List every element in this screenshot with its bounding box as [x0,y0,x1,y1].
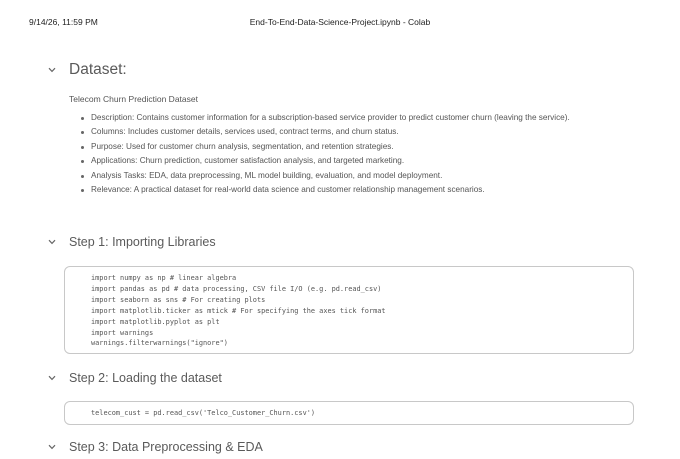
list-item: Analysis Tasks: EDA, data preprocessing, ML model building, evaluation, and model deployment. [69,169,614,183]
chevron-down-icon[interactable] [44,235,60,249]
list-item: Applications: Churn prediction, customer satisfaction analysis, and targeted marketing. [69,154,614,168]
chevron-down-icon[interactable] [44,371,60,385]
chevron-down-icon[interactable] [44,440,60,454]
print-datetime: 9/14/26, 11:59 PM [29,17,98,27]
section-dataset-title: Dataset: [69,61,127,78]
list-item: Columns: Includes customer details, services used, contract terms, and churn status. [69,125,614,139]
code-cell-import-libraries[interactable] [64,266,634,354]
list-item: Description: Contains customer information for a subscription-based service provider to predict customer churn (leaving the service). [69,111,614,125]
code-cell-load-dataset[interactable] [64,401,634,425]
section-step3-header[interactable] [44,440,263,454]
print-header [0,17,680,31]
dataset-bullet-list [69,111,614,197]
code-editor-text[interactable]: telecom_cust = pd.read_csv('Telco_Customer_Churn.csv') [91,409,316,417]
section-dataset-header[interactable] [44,61,127,79]
section-step1-title: Step 1: Importing Libraries [69,235,216,249]
section-step2-title: Step 2: Loading the dataset [69,371,222,385]
dataset-subtitle: Telecom Churn Prediction Dataset [69,94,198,104]
print-page-title: End-To-End-Data-Science-Project.ipynb - Colab [249,17,431,27]
section-step2-header[interactable] [44,371,222,385]
list-item: Purpose: Used for customer churn analysis, segmentation, and retention strategies. [69,140,614,154]
section-step3-title: Step 3: Data Preprocessing & EDA [69,440,263,454]
chevron-down-icon[interactable] [44,63,60,77]
code-editor-text[interactable]: import numpy as np # linear algebra import pandas as pd # data processing, CSV file I/O (e.g. pd.read_csv) import seaborn as sns # For creating plots import matplotlib.ticker as mtick # For specifying the axes tick format import matplotlib.pyplot as plt import warnings warnings.filterwarnings("ignore") [91,274,386,348]
section-step1-header[interactable] [44,235,216,249]
list-item: Relevance: A practical dataset for real-world data science and customer relationship management scenarios. [69,183,614,197]
